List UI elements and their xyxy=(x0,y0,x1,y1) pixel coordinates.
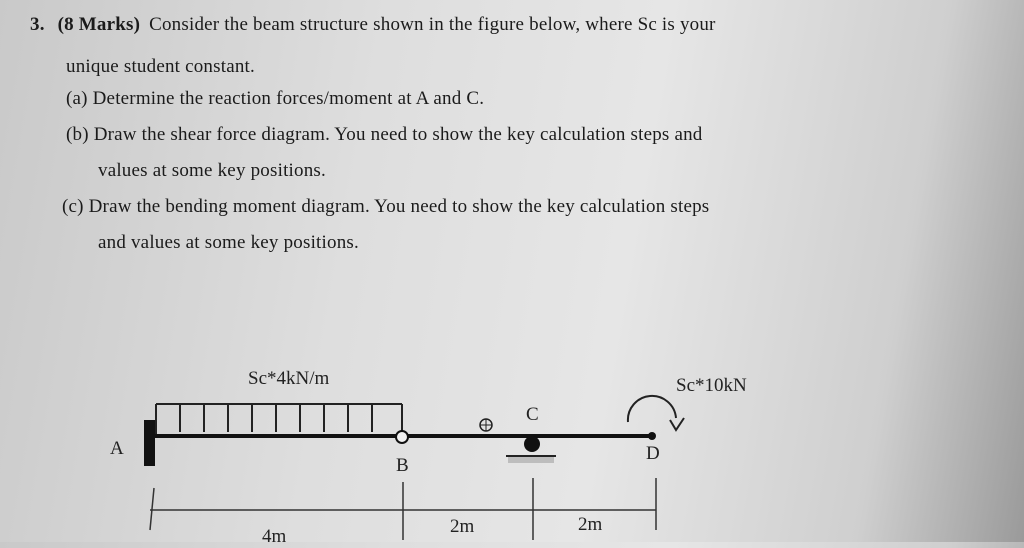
label-D: D xyxy=(646,443,660,464)
roller-support-C xyxy=(506,436,556,463)
fixed-support-A xyxy=(144,420,155,466)
label-B: B xyxy=(396,455,409,476)
question-marks: (8 Marks) xyxy=(57,14,141,35)
distributed-load-label: Sc*4kN/m xyxy=(248,368,330,389)
dimension-BC: 2m xyxy=(450,516,475,537)
hinge-B xyxy=(396,431,408,443)
part-a-text: (a) Determine the reaction forces/moment at A and C. xyxy=(66,88,485,109)
part-b-text-2: values at some key positions. xyxy=(98,160,326,181)
part-c-text-1: (c) Draw the bending moment diagram. You need to show the key calculation steps xyxy=(62,196,710,217)
moment-arc xyxy=(628,396,676,422)
moment-load-label: Sc*10kN xyxy=(676,375,747,396)
question-intro-2: unique student constant. xyxy=(66,56,255,77)
end-point-D xyxy=(648,432,656,440)
part-c-text-2: and values at some key positions. xyxy=(98,232,359,253)
label-A: A xyxy=(110,438,124,459)
label-C: C xyxy=(526,404,539,425)
question-number: 3. xyxy=(30,14,45,35)
dimension-CD: 2m xyxy=(578,514,603,535)
part-b-text-1: (b) Draw the shear force diagram. You need to show the key calculation steps and xyxy=(66,124,703,145)
question-intro-1: Consider the beam structure shown in the figure below, where Sc is your xyxy=(149,14,716,35)
distributed-load xyxy=(156,404,402,434)
dimension-AB: 4m xyxy=(262,526,287,547)
moment-arrowhead xyxy=(670,418,684,430)
